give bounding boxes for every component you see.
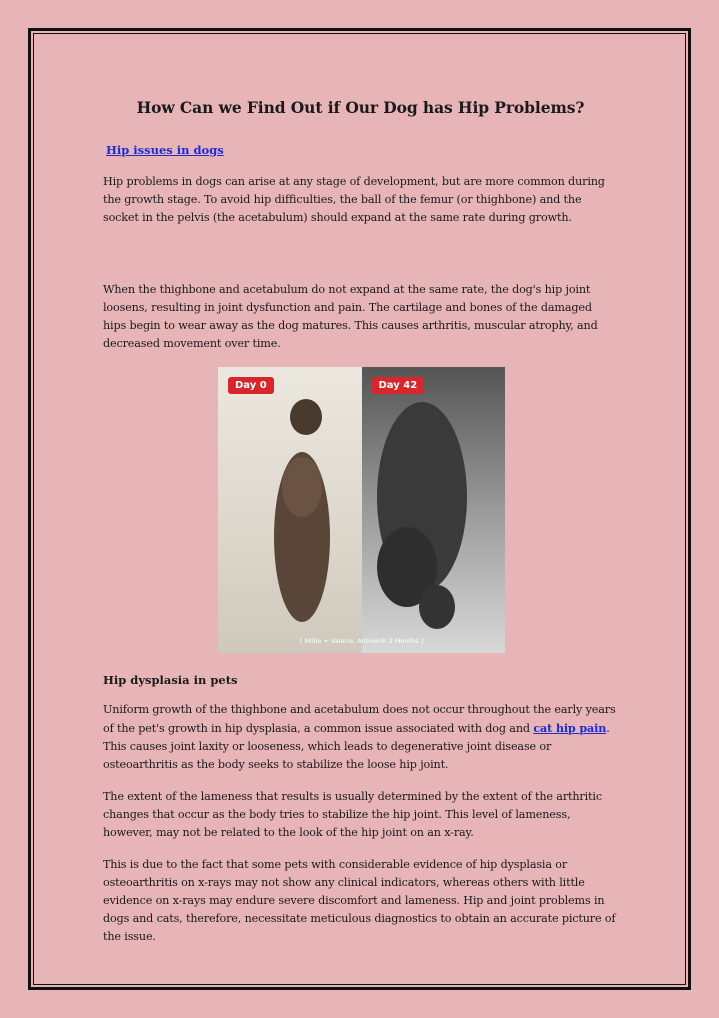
paragraph-2: When the thighbone and acetabulum do not expand at the same rate, the dog's hip joint loosens, resulting in joint dysfunction and pain. The cartilage and bones of the damaged hips begin to wear away as the dog matures. This causes arthritis, muscular atrophy, and decreased movement over time. <box>103 283 598 350</box>
paragraph-4: The extent of the lameness that results is usually determined by the extent of the arthritic changes that occur as the body tries to stabilize the hip joint. This level of lameness, however, may not be related to the look of the hip joint on an x-ray. <box>103 790 602 839</box>
dog-silhouette-right <box>362 367 505 653</box>
dog-silhouette-left <box>218 367 361 653</box>
day-0-badge: Day 0 <box>228 377 274 394</box>
paragraph-3-text-end: . This causes joint laxity or looseness, which leads to degenerative joint disease or osteoarthritis as the body seeks to stabilize the loose hip joint. <box>103 722 610 771</box>
hip-issues-link[interactable]: Hip issues in dogs <box>106 143 224 157</box>
paragraph-1: Hip problems in dogs can arise at any stage of development, but are more common during the growth stage. To avoid hip difficulties, the ball of the femur (or thighbone) and the socket in the pelvis (the acetabulum) should expand at the same rate during growth. <box>103 175 605 224</box>
section-heading-hip-dysplasia: Hip dysplasia in pets <box>103 673 238 687</box>
paragraph-5: This is due to the fact that some pets with considerable evidence of hip dysplasia or osteoarthritis on x-rays may not show any clinical indicators, whereas others with little evidence on x-rays may endure severe discomfort and lameness. Hip and joint problems in dogs and cats, therefore, necessitate meticulous diagnostics to obtain an accurate picture of the issue. <box>103 858 616 943</box>
cat-hip-pain-link[interactable]: cat hip pain <box>533 721 607 735</box>
photo-day-42 <box>362 367 506 653</box>
document-body <box>103 98 618 960</box>
paragraph-3-text: Uniform growth of the thighbone and acetabulum does not occur throughout the early years of the pet's growth in hip dysplasia, a common issue associated with dog and <box>103 703 616 735</box>
dog-before-after-photo <box>218 367 505 653</box>
spacer <box>103 241 618 281</box>
day-42-badge: Day 42 <box>372 377 425 394</box>
page-title: How Can we Find Out if Our Dog has Hip Problems? <box>136 98 585 117</box>
photo-caption: [ Millie + Valerie, Antinol® 2 Months ] <box>299 637 424 645</box>
paragraph-3 <box>103 701 618 774</box>
photo-day-0 <box>218 367 362 653</box>
